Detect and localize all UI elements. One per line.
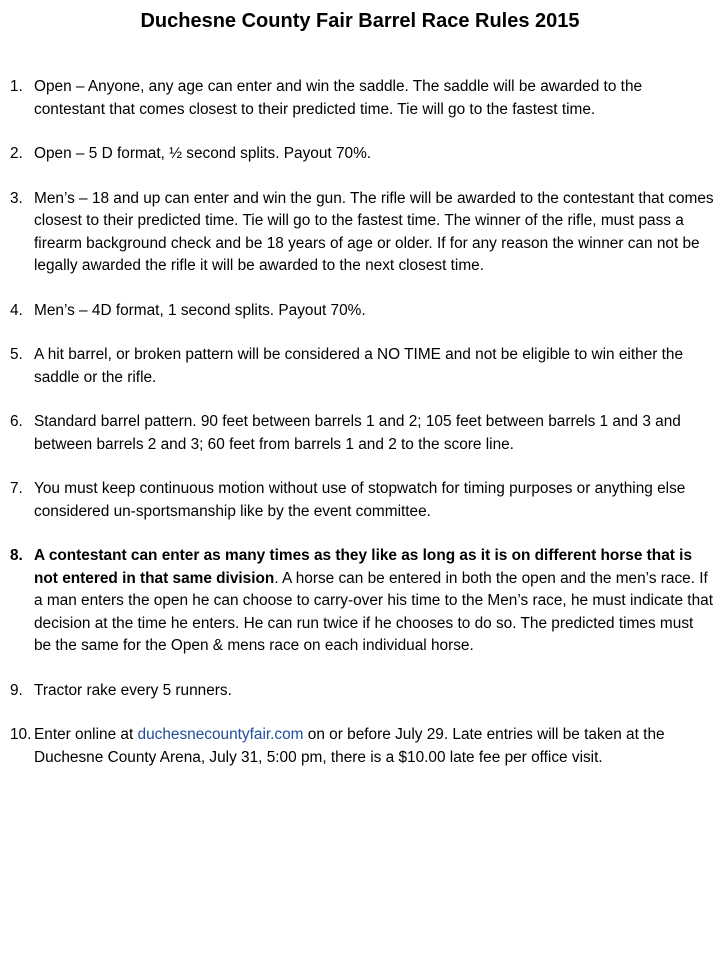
rule-number: 1. xyxy=(10,78,23,95)
rule-item xyxy=(10,344,714,389)
rule-text: You must keep continuous motion without use of stopwatch for timing purposes or anything else considered un-sportsmanship like by the event committee. xyxy=(34,480,686,520)
rule-bold-text: A contestant can enter as many times as they like as long as it is on different horse that is not entered in that same division xyxy=(34,547,693,587)
rule-number: 6. xyxy=(10,413,23,430)
rule-number: 8. xyxy=(10,547,23,564)
rule-item xyxy=(10,300,714,323)
rule-item xyxy=(10,724,714,769)
rule-text: Men’s – 4D format, 1 second splits. Payout 70%. xyxy=(34,301,366,319)
rule-item xyxy=(10,411,714,456)
rule-item xyxy=(10,545,714,658)
website-link[interactable]: duchesnecountyfair.com xyxy=(137,726,304,743)
rule-number: 2. xyxy=(10,145,23,162)
rule-item xyxy=(10,680,714,703)
rule-item xyxy=(10,478,714,523)
rule-number: 7. xyxy=(10,480,23,497)
rule-number: 10. xyxy=(10,726,32,743)
rule-text-after-link: on or before July 29. Late entries will be taken at the Duchesne County Arena, July 31, 5:00 pm, there is a $10.00 late fee per office visit. xyxy=(34,726,665,766)
rule-text: Open – Anyone, any age can enter and win the saddle. The saddle will be awarded to the contestant that comes closest to their predicted time. Tie will go to the fastest time. xyxy=(34,78,643,118)
rule-regular-text: . A horse can be entered in both the open and the men’s race. If a man enters the open he can choose to carry-over his time to the Men’s race, he must indicate that decision at the time he enters. He can run twice if he chooses to do so. The predicted times must be the same for the Open & mens race on each individual horse. xyxy=(34,569,713,654)
rule-item xyxy=(10,188,714,278)
rule-number: 5. xyxy=(10,346,23,363)
rule-text: Men’s – 18 and up can enter and win the gun. The rifle will be awarded to the contestant that comes closest to their predicted time. Tie will go to the fastest time. The winner of the rifle, must pass a firearm background check and be 18 years of age or older. If for any reason the winner can not be legally awarded the rifle it will be awarded to the next closest time. xyxy=(34,189,714,274)
rule-number: 9. xyxy=(10,681,23,699)
rule-item xyxy=(10,76,714,121)
rule-item xyxy=(10,143,714,166)
rules-list xyxy=(10,76,714,791)
rule-number: 3. xyxy=(10,189,23,207)
rule-text-before-link: Enter online at xyxy=(34,726,138,743)
rule-text: Tractor rake every 5 runners. xyxy=(34,681,232,699)
rule-number: 4. xyxy=(10,301,23,319)
document-title: Duchesne County Fair Barrel Race Rules 2015 xyxy=(140,10,580,32)
rule-text: A hit barrel, or broken pattern will be considered a NO TIME and not be eligible to win either the saddle or the rifle. xyxy=(34,346,684,386)
rule-text: Open – 5 D format, ½ second splits. Payout 70%. xyxy=(34,145,372,162)
rule-text xyxy=(34,545,714,658)
rule-text: Standard barrel pattern. 90 feet between barrels 1 and 2; 105 feet between barrels 1 and 3 and between barrels 2 and 3; 60 feet from barrels 1 and 2 to the score line. xyxy=(34,413,681,453)
rule-text xyxy=(34,724,714,769)
